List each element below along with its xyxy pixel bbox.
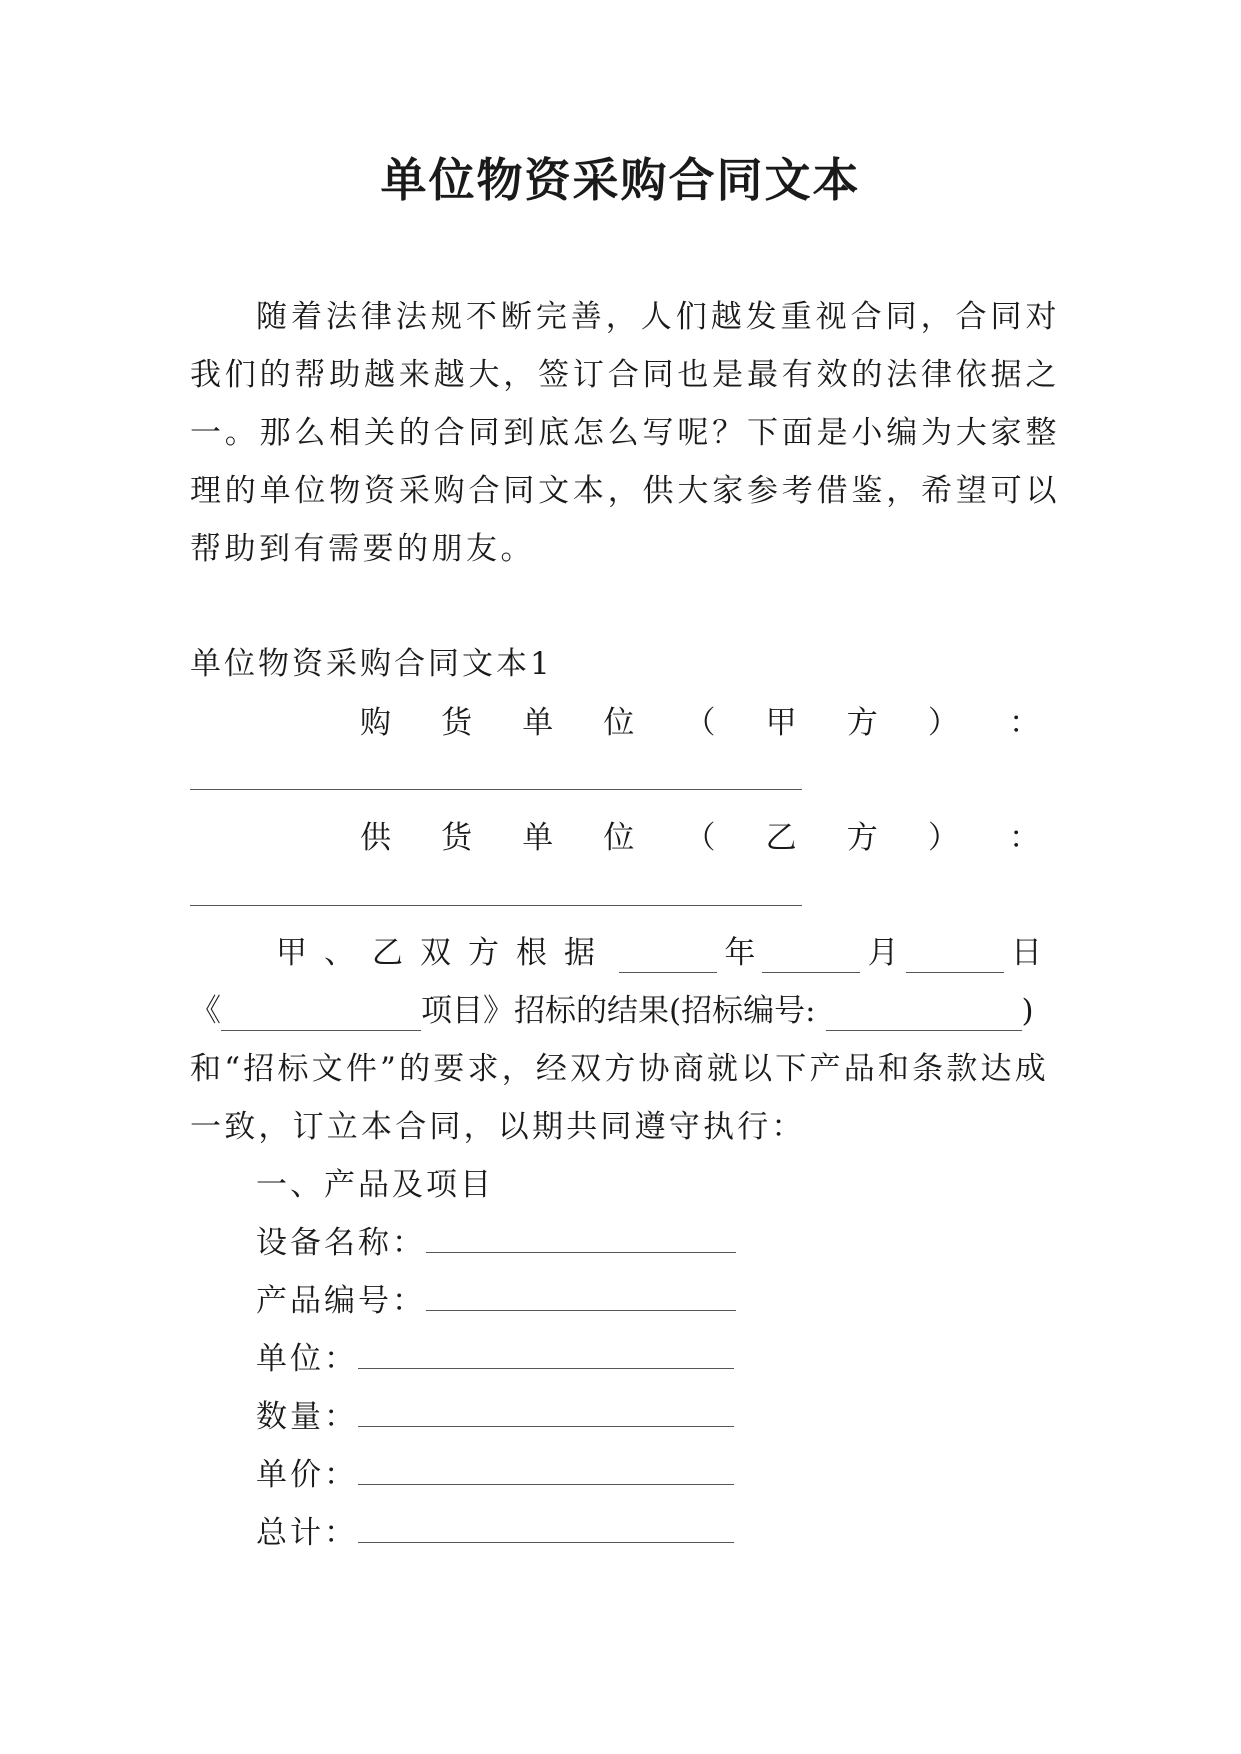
party-a-char: 方 [846, 705, 878, 741]
party-a-char: （ [684, 705, 716, 741]
party-b-char: ） [927, 820, 959, 856]
party-b-blank-line [190, 905, 802, 906]
field-label: 总计： [256, 1515, 358, 1551]
clause-line-2 [190, 991, 1042, 1031]
party-b-char: 乙 [765, 820, 797, 856]
field-equipment-name [256, 1223, 736, 1263]
field-unit-price [256, 1455, 734, 1495]
clause-line-1 [190, 933, 1042, 973]
field-label: 单价： [256, 1457, 358, 1493]
party-b-char: 供 [360, 820, 391, 856]
field-blank [426, 1282, 736, 1311]
field-quantity [256, 1397, 734, 1437]
field-label: 单位： [256, 1341, 358, 1377]
party-a-char: 甲 [765, 705, 797, 741]
party-b-char: 单 [522, 820, 554, 856]
clause-line-4: 一致，订立本合同，以期共同遵守执行： [190, 1109, 806, 1145]
party-a-char: 单 [522, 705, 554, 741]
blank-month [762, 944, 860, 973]
item-heading: 一、产品及项目 [256, 1167, 494, 1203]
blank-year [619, 944, 717, 973]
clause-open-quote: 《 [190, 993, 221, 1029]
field-label: 数量： [256, 1399, 358, 1435]
field-blank [426, 1224, 736, 1253]
clause-according: 甲、乙双方根据 [276, 935, 612, 971]
blank-bid-number [826, 1002, 1022, 1031]
party-b-char: 位 [603, 820, 635, 856]
clause-day-label: 日 [1010, 935, 1042, 971]
intro-paragraph: 随着法律法规不断完善，人们越发重视合同，合同对我们的帮助越来越大，签订合同也是最有效的法律依据之一。那么相关的合同到底怎么写呢？下面是小编为大家整理的单位物资采购合同文本，供大家参考借鉴，希望可以帮助到有需要的朋友。 [190, 299, 1060, 567]
field-unit [256, 1339, 734, 1379]
party-b-label [360, 818, 1040, 858]
field-total [256, 1513, 734, 1553]
field-blank [358, 1456, 734, 1485]
party-b-char: ： [1009, 820, 1040, 856]
section-heading: 单位物资采购合同文本1 [190, 646, 553, 682]
field-blank [358, 1398, 734, 1427]
blank-day [906, 944, 1004, 973]
party-a-label [360, 703, 1040, 743]
field-blank [358, 1340, 734, 1369]
blank-project-name [221, 1002, 421, 1031]
clause-project-text: 项目》招标的结果(招标编号: [421, 993, 816, 1029]
field-label: 产品编号： [256, 1283, 426, 1319]
clause-year-label: 年 [724, 935, 756, 971]
party-b-char: （ [684, 820, 716, 856]
party-a-char: 位 [603, 705, 635, 741]
party-a-char: 货 [441, 705, 473, 741]
party-b-char: 货 [441, 820, 473, 856]
clause-line-3: 和“招标文件”的要求，经双方协商就以下产品和条款达成 [190, 1051, 1049, 1087]
party-a-char: 购 [360, 705, 391, 741]
clause-month-label: 月 [867, 935, 899, 971]
field-blank [358, 1514, 734, 1543]
party-b-char: 方 [846, 820, 878, 856]
party-a-char: ） [927, 705, 959, 741]
party-a-char: ： [1009, 705, 1040, 741]
field-product-number [256, 1281, 736, 1321]
field-label: 设备名称： [256, 1225, 426, 1261]
party-a-blank-line [190, 789, 802, 790]
clause-close-paren: ) [1021, 993, 1034, 1029]
document-title: 单位物资采购合同文本 [380, 153, 861, 207]
